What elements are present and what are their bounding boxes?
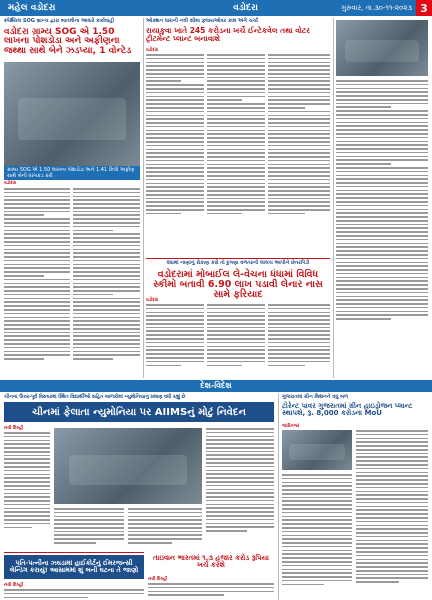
article-1-text-col-1 xyxy=(4,188,70,378)
article-2-kicker: ઓક્શન ધારાની નવી સીમા ફ્લાયઓવર કામ અંગે ચર્ચા xyxy=(146,18,258,24)
issue-date: ગુરુવાર, તા.૩૦-૧૧-૨૦૨૩ xyxy=(341,3,412,12)
article-7-text xyxy=(148,583,274,599)
city-title: વડોદરા xyxy=(233,3,258,13)
column-divider xyxy=(333,18,334,378)
article-2-text-col-2 xyxy=(207,54,265,254)
article-4-kicker: ચીનના ઉત્તર-પૂર્વ વિસ્તારમાં સ્થિત વિદ્યાર્થીઓ સહિત બાળકોમાં ન્યુમોનિયાનું પ્રમાણ વધી રહ્યું છે xyxy=(4,395,186,400)
article-3-text-col-3 xyxy=(268,304,330,378)
article-5-byline: ગાંધીનગર xyxy=(282,424,300,429)
section-title: મહેલ વડોદરા xyxy=(8,3,56,13)
article-2-text-col-3 xyxy=(268,54,330,254)
section-band: દેશ-વિદેશ xyxy=(0,380,432,392)
article-4-byline: નવી દિલ્હી xyxy=(4,426,24,431)
article-3-byline: વડોદરા xyxy=(146,298,159,303)
article-4-text-col-1 xyxy=(4,432,50,550)
article-6-byline: નવી દિલ્હી xyxy=(4,583,24,588)
article-3-headline: વડોદરામાં મોબાઈલ લે-વેચના ધંધામાં વિવિધ સ્કીમો બતાવી 6.90 લાખ પડાવી લેનાર નાસ સામે ફરિયાદ xyxy=(153,269,323,300)
article-4-text-col-2 xyxy=(54,508,124,550)
column-divider xyxy=(278,394,279,600)
article-5-kicker: ગુજરાતમાં ગ્રીન મિશનને વધુ બળ xyxy=(282,394,349,400)
article-4-text-col-3 xyxy=(128,508,202,550)
article-1-kicker: સ્પેશ્યિલ SOG બ્રાન્ચ દ્વારા બાતમીના આધારે કાર્યવાહી xyxy=(4,18,115,24)
article-5-text-col-1 xyxy=(282,474,352,598)
article-1-byline: વડોદરા xyxy=(4,181,17,186)
right-column-photo xyxy=(336,20,428,76)
article-5-headline: ટોરેન્ટ પાવર ગુજરાતમાં ગ્રીન હાઇડ્રોજન પ્લાન્ટ સ્થાપશે, રૂ. 8,000 કરોડના MoU xyxy=(282,402,413,418)
article-7-byline: નવી દિલ્હી xyxy=(148,577,168,582)
article-6-headline: પતિ-પત્નીના ઝઘડામાં હાઈકોર્ટનું ઈમરજન્સી લેન્ડિંગ કરાયું! આસામમાં શું બની ઘટના તે જાણો xyxy=(4,555,144,579)
article-3-top-rule xyxy=(146,258,330,259)
article-1-caption: ગ્રામ્ય SOG એ 1.50 લાખના પોશડોડા અને 1.41 કિલો અફીણ સાથે બેની ધરપકડ કરી xyxy=(4,166,140,180)
article-1-headline: વડોદરા ગ્રામ્ય SOG એ 1.50 લાખના પોશડોડા અને અફીણના જથ્થા સાથે બેને ઝડપ્યા, 1 વોન્ટેડ xyxy=(4,27,132,56)
article-4-headline: ચીનમાં ફેલાતા ન્યુમોનિયા પર AIIMSનું મોટું નિવેદન xyxy=(4,402,274,422)
article-3-text-col-1 xyxy=(146,304,204,378)
article-6-top-rule xyxy=(4,552,144,553)
article-2-text-col-1 xyxy=(146,54,204,254)
article-2-byline: વડોદરા xyxy=(146,48,159,53)
article-2-headline: રાયાકુવા ખાતે 245 કરોડના ખર્ચે ઈન્ટેકવેલ તથા વોટર ટ્રીટમેન્ટ પ્લાન્ટ બનાવાશે xyxy=(146,26,311,43)
article-7-headline: તાઇવાન ભારતમાં ૧.૩ હજાર કરોડ રૂપિયા ખર્ચ કરશે xyxy=(152,554,269,570)
article-5-photo xyxy=(282,430,352,470)
article-1-text-col-2 xyxy=(73,188,140,378)
column-divider xyxy=(143,18,144,378)
article-4-text-col-4 xyxy=(206,428,274,550)
page-number: 3 xyxy=(416,0,432,16)
right-column-text xyxy=(336,80,428,378)
article-3-text-col-2 xyxy=(207,304,265,378)
article-3-kicker: ધંધામાં નાણાંનું રોકાણ કરો તો દુગણા વળતરની લાલચ આપીને છેતરપિંડી xyxy=(166,260,310,266)
page-header xyxy=(0,0,432,16)
article-6-text xyxy=(4,589,144,599)
article-5-text-col-2 xyxy=(356,430,428,598)
article-4-photo xyxy=(54,428,202,504)
article-1-photo xyxy=(4,62,140,166)
